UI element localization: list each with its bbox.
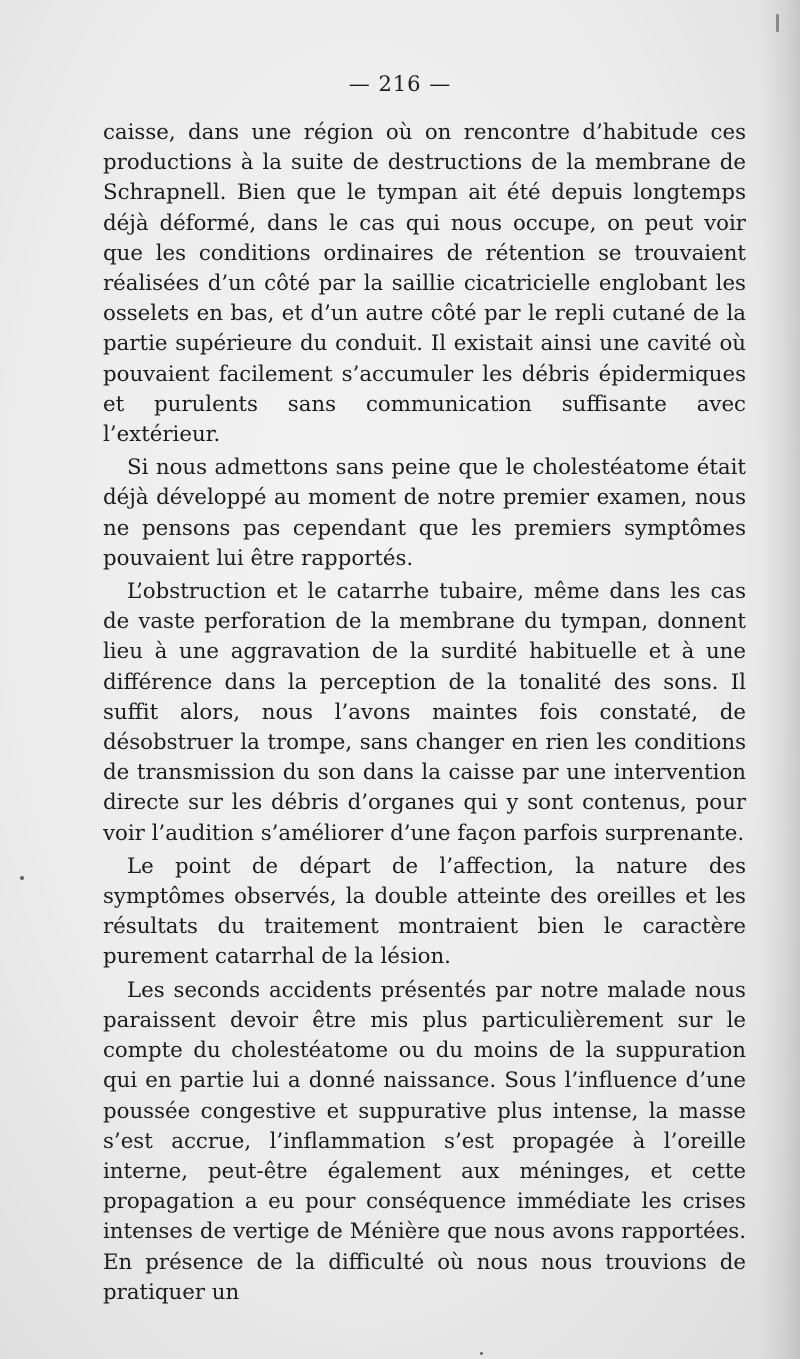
paragraph: L’obstruction et le catarrhe tubaire, même dans les cas de vaste perforation de la membrane du tympan, donnent lieu à une aggravation de la surdité habituelle et à une différence dans la perception de la tonalité des sons. Il suffit alors, nous l’avons maintes fois constaté, de désobstruer la trompe, sans changer en rien les conditions de transmission du son dans la caisse par une intervention directe sur les débris d’organes qui y sont contenus, pour voir l’audition s’améliorer d’une façon parfois surprenante. (103, 579, 746, 846)
body-text (103, 118, 746, 1308)
paragraph: caisse, dans une région où on rencontre d’habitude ces productions à la suite de destructions de la membrane de Schrapnell. Bien que le tympan ait été depuis longtemps déjà déformé, dans le cas qui nous occupe, on peut voir que les conditions ordinaires de rétention se trouvaient réalisées d’un côté par la saillie cicatricielle englobant les osselets en bas, et d’un autre côté par le repli cutané de la partie supérieure du conduit. Il existait ainsi une cavité où pouvaient facilement s’accumuler les débris épidermiques et purulents sans communication suffisante avec l’extérieur. (103, 120, 746, 448)
page-edge-shadow (760, 0, 800, 1359)
paragraph: Si nous admettons sans peine que le cholestéatome était déjà développé au moment de notre premier examen, nous ne pensons pas cependant que les premiers symptômes pouvaient lui être rapportés. (103, 455, 746, 571)
paper-speck (20, 876, 24, 880)
paper-speck (480, 1352, 483, 1355)
paper-speck (776, 14, 779, 32)
page-number: — 216 — (348, 72, 452, 96)
paragraph: Le point de départ de l’affection, la nature des symptômes observés, la double atteinte des oreilles et les résultats du traitement montraient bien le caractère purement catarrhal de la lésion. (103, 853, 746, 970)
paragraph: Les seconds accidents présentés par notre malade nous paraissent devoir être mis plus particulièrement sur le compte du cholestéatome ou du moins de la suppuration qui en partie lui a donné naissance. Sous l’influence d’une poussée congestive et suppurative plus intense, la masse s’est accrue, l’inflammation s’est propagée à l’oreille interne, peut-être également aux méninges, et cette propagation a eu pour conséquence immédiate les crises intenses de vertige de Ménière que nous avons rapportées. En présence de la difficulté où nous nous trouvions de pratiquer un (103, 977, 746, 1305)
